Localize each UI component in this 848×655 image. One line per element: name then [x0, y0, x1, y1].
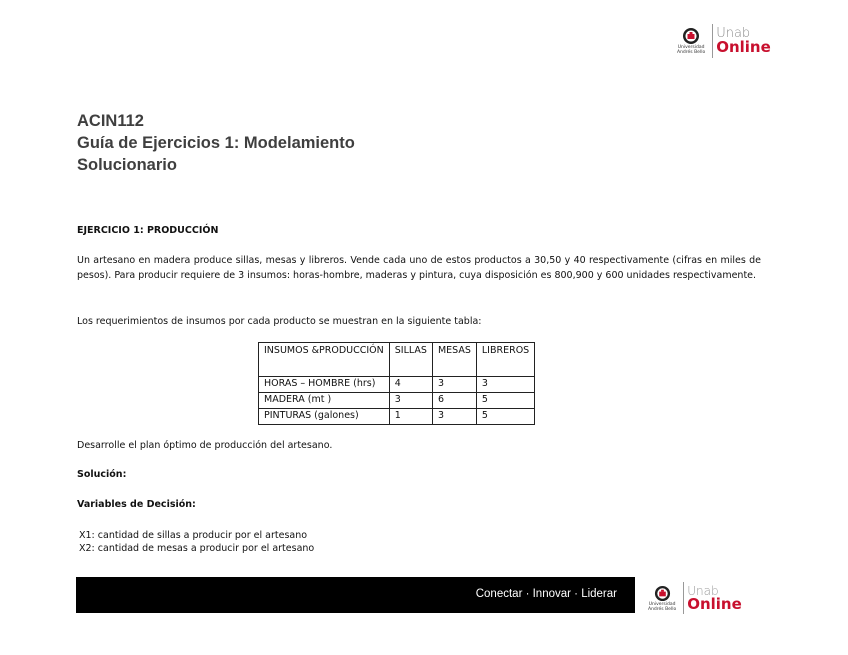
table-cell: 5: [476, 409, 534, 425]
requirements-table: [258, 342, 535, 425]
table-header-cell: INSUMOS &PRODUCCIÓN: [259, 343, 390, 377]
footer-bar: [76, 577, 635, 613]
table-cell: 3: [389, 393, 432, 409]
seal-text-1: Universidad: [648, 601, 676, 607]
university-seal: [648, 585, 676, 612]
table-row: [259, 393, 535, 409]
table-cell: MADERA (mt ): [259, 393, 390, 409]
logo-unab-text: Unab: [687, 583, 719, 598]
logo-online-text: Online: [716, 38, 771, 56]
table-cell: 3: [476, 377, 534, 393]
seal-icon: [682, 27, 700, 45]
variables-label: Variables de Decisión:: [77, 499, 196, 510]
exercise-heading: EJERCICIO 1: PRODUCCIÓN: [77, 225, 219, 236]
seal-text-2: Andrés Bello: [648, 606, 677, 612]
table-cell: PINTURAS (galones): [259, 409, 390, 425]
document-title: [77, 110, 355, 176]
table-header-row: [259, 343, 535, 377]
table-cell: HORAS – HOMBRE (hrs): [259, 377, 390, 393]
list-item: X1: cantidad de sillas a producir por el artesano: [79, 530, 308, 541]
list-item: X2: cantidad de mesas a producir por el artesano: [79, 543, 315, 554]
table-cell: 4: [389, 377, 432, 393]
exercise-intro: Un artesano en madera produce sillas, mesas y libreros. Vende cada uno de estos productos a 30,50 y 40 respectivamente (cifras en miles de pesos). Para producir requiere de 3 insumos: horas-hombre, maderas y pintura, cuya disposición es 800,900 y 600 unidades respectivamente.: [77, 255, 761, 281]
table-cell: 6: [432, 393, 476, 409]
table-header-cell: MESAS: [432, 343, 476, 377]
logo-divider: [712, 24, 713, 58]
logo-online-text: Online: [687, 594, 742, 613]
course-code: ACIN112: [77, 112, 144, 130]
guide-subtitle: Solucionario: [77, 156, 177, 174]
seal-icon: [654, 585, 671, 602]
table-cell: 3: [432, 377, 476, 393]
logo-unab-text: Unab: [716, 26, 751, 41]
footer-slogan: Conectar · Innovar · Liderar: [475, 588, 617, 600]
table-cell: 3: [432, 409, 476, 425]
unab-online-logo-footer: [648, 582, 742, 614]
table-header-cell: LIBREROS: [476, 343, 534, 377]
university-seal: [677, 27, 705, 55]
table-row: [259, 377, 535, 393]
guide-title: Guía de Ejercicios 1: Modelamiento: [77, 134, 355, 152]
table-cell: 1: [389, 409, 432, 425]
solution-label: Solución:: [77, 469, 127, 480]
unab-online-logo-header: [677, 24, 771, 58]
seal-text-1: Universidad: [677, 45, 705, 50]
logo-divider: [683, 582, 684, 614]
table-cell: 5: [476, 393, 534, 409]
table-row: [259, 409, 535, 425]
seal-text-2: Andrés Bello: [677, 50, 706, 55]
table-header-cell: SILLAS: [389, 343, 432, 377]
table-intro: Los requerimientos de insumos por cada producto se muestran en la siguiente tabla:: [77, 316, 482, 327]
variables-list: [79, 529, 763, 555]
task-statement: Desarrolle el plan óptimo de producción del artesano.: [77, 440, 333, 451]
